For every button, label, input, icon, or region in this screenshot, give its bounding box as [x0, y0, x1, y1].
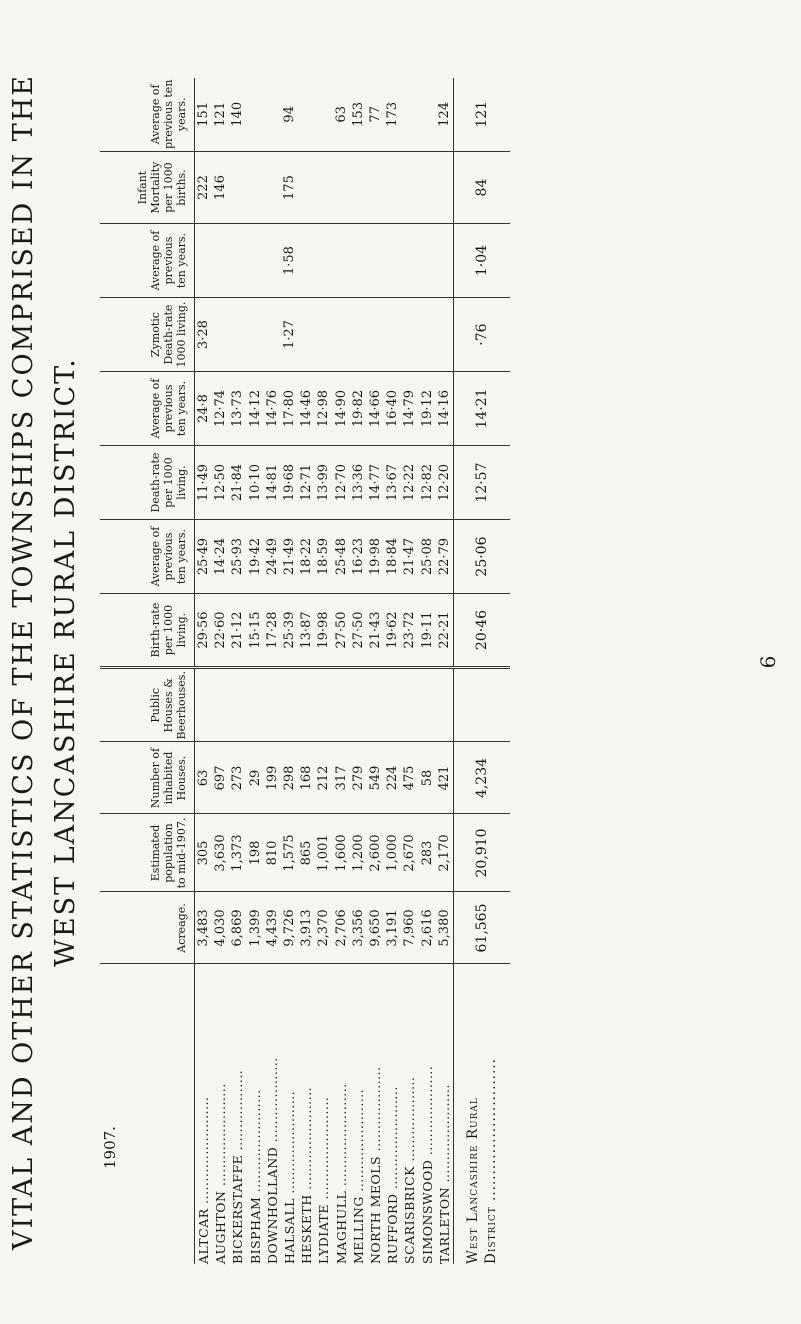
cell-avg-infant — [419, 78, 436, 152]
cell-birth: 21·43 — [367, 594, 384, 668]
cell-zymotic — [333, 298, 350, 372]
cell-acreage: 2,706 — [333, 892, 350, 964]
total-avg-death: 14·21 — [454, 372, 511, 446]
header-row — [100, 78, 195, 1264]
cell-birth: 22·21 — [436, 594, 454, 668]
cell-infant — [401, 152, 418, 224]
cell-acreage: 7,960 — [401, 892, 418, 964]
cell-acreage: 3,483 — [195, 892, 213, 964]
cell-infant — [350, 152, 367, 224]
cell-avg-birth: 25·49 — [195, 520, 213, 594]
cell-avg-death: 12·74 — [212, 372, 229, 446]
cell-death: 12·50 — [212, 446, 229, 520]
cell-avg-zymotic — [367, 224, 384, 298]
cell-avg-infant — [247, 78, 264, 152]
township-name-text: HESKETH — [299, 1194, 315, 1264]
cell-houses: 317 — [333, 742, 350, 814]
cell-public — [298, 668, 315, 742]
cell-zymotic — [384, 298, 401, 372]
cell-acreage: 2,616 — [419, 892, 436, 964]
township-name: HESKETH ....................... — [299, 1086, 315, 1264]
cell-acreage: 3,356 — [350, 892, 367, 964]
cell-death: 11·49 — [195, 446, 213, 520]
township-name-text: AUGHTON — [213, 1190, 229, 1264]
total-zymotic: ·76 — [454, 298, 511, 372]
cell-acreage: 3,191 — [384, 892, 401, 964]
cell-avg-birth: 14·24 — [212, 520, 229, 594]
township-name: HALSALL ....................... — [282, 1090, 298, 1264]
cell-avg-infant: 77 — [367, 78, 384, 152]
cell-houses: 168 — [298, 742, 315, 814]
cell-population: 1,000 — [384, 814, 401, 892]
cell-population: 1,373 — [229, 814, 246, 892]
cell-houses: 421 — [436, 742, 454, 814]
cell-avg-infant — [298, 78, 315, 152]
total-infant: 84 — [454, 152, 511, 224]
cell-avg-zymotic — [350, 224, 367, 298]
cell-avg-infant: 153 — [350, 78, 367, 152]
cell-zymotic — [264, 298, 281, 372]
total-acreage: 61,565 — [454, 892, 511, 964]
cell-houses: 549 — [367, 742, 384, 814]
total-avg-zymotic: 1·04 — [454, 224, 511, 298]
cell-death: 12·22 — [401, 446, 418, 520]
cell-avg-zymotic: 1·58 — [281, 224, 298, 298]
cell-birth: 22·60 — [212, 594, 229, 668]
cell-avg-birth: 18·59 — [315, 520, 332, 594]
cell-death: 12·20 — [436, 446, 454, 520]
cell-avg-zymotic — [315, 224, 332, 298]
cell-public — [315, 668, 332, 742]
cell-zymotic — [367, 298, 384, 372]
header-population: Estimated population to mid-1907. — [100, 814, 195, 892]
header-public-houses: Public Houses & Beerhouses. — [100, 668, 195, 742]
township-name-text: MAGHULL — [333, 1190, 349, 1264]
cell-avg-infant: 124 — [436, 78, 454, 152]
cell-acreage: 2,370 — [315, 892, 332, 964]
cell-houses: 29 — [247, 742, 264, 814]
cell-public — [419, 668, 436, 742]
cell-avg-zymotic — [195, 224, 213, 298]
cell-population: 1,575 — [281, 814, 298, 892]
township-name-text: MELLING — [350, 1196, 366, 1264]
cell-public — [247, 668, 264, 742]
table-row — [212, 78, 229, 1264]
cell-avg-death: 14·76 — [264, 372, 281, 446]
cell-avg-infant: 63 — [333, 78, 350, 152]
total-birth: 20·46 — [454, 594, 511, 668]
cell-birth: 13·87 — [298, 594, 315, 668]
total-population: 20,910 — [454, 814, 511, 892]
header-houses: Number of inhabited Houses. — [100, 742, 195, 814]
cell-avg-death: 14·12 — [247, 372, 264, 446]
cell-death: 10·10 — [247, 446, 264, 520]
cell-infant — [298, 152, 315, 224]
cell-avg-death: 19·82 — [350, 372, 367, 446]
township-name: MELLING ....................... — [350, 1088, 366, 1264]
cell-avg-infant: 173 — [384, 78, 401, 152]
cell-death: 13·67 — [384, 446, 401, 520]
cell-zymotic: 3·28 — [195, 298, 213, 372]
township-name: MAGHULL ....................... — [333, 1083, 349, 1264]
cell-houses: 475 — [401, 742, 418, 814]
cell-houses: 224 — [384, 742, 401, 814]
total-avg-birth: 25·06 — [454, 520, 511, 594]
cell-avg-infant: 121 — [212, 78, 229, 152]
cell-birth: 27·50 — [333, 594, 350, 668]
cell-infant — [247, 152, 264, 224]
cell-zymotic — [350, 298, 367, 372]
cell-avg-zymotic — [298, 224, 315, 298]
cell-avg-infant — [264, 78, 281, 152]
cell-avg-birth: 21·47 — [401, 520, 418, 594]
table-row — [419, 78, 436, 1264]
title-line-1: VITAL AND OTHER STATISTICS OF THE TOWNSHIPS COMPRISED IN THE — [8, 74, 39, 1250]
cell-death: 12·82 — [419, 446, 436, 520]
township-name: RUFFORD ....................... — [385, 1086, 401, 1264]
cell-population: 1,200 — [350, 814, 367, 892]
header-avg-death: Average of previous ten years. — [100, 372, 195, 446]
cell-public — [367, 668, 384, 742]
cell-avg-zymotic — [264, 224, 281, 298]
cell-public — [384, 668, 401, 742]
cell-avg-death: 14·79 — [401, 372, 418, 446]
cell-avg-infant: 94 — [281, 78, 298, 152]
cell-avg-death: 17·80 — [281, 372, 298, 446]
cell-acreage: 3,913 — [298, 892, 315, 964]
cell-avg-birth: 25·08 — [419, 520, 436, 594]
cell-zymotic — [436, 298, 454, 372]
cell-avg-zymotic — [419, 224, 436, 298]
cell-birth: 23·72 — [401, 594, 418, 668]
cell-infant — [384, 152, 401, 224]
cell-avg-birth: 19·42 — [247, 520, 264, 594]
cell-zymotic — [419, 298, 436, 372]
cell-avg-zymotic — [333, 224, 350, 298]
cell-avg-birth: 25·93 — [229, 520, 246, 594]
cell-population: 2,600 — [367, 814, 384, 892]
cell-avg-infant — [315, 78, 332, 152]
cell-population: 2,670 — [401, 814, 418, 892]
township-name-text: BISPHAM — [247, 1196, 263, 1264]
total-avg-infant: 121 — [454, 78, 511, 152]
cell-birth: 19·98 — [315, 594, 332, 668]
township-name-text: HALSALL — [282, 1198, 298, 1264]
cell-infant — [264, 152, 281, 224]
cell-death: 12·71 — [298, 446, 315, 520]
cell-infant — [436, 152, 454, 224]
cell-population: 1,600 — [333, 814, 350, 892]
cell-avg-birth: 16·23 — [350, 520, 367, 594]
township-name: ALTCAR ........................ — [196, 1096, 211, 1264]
cell-death: 13·36 — [350, 446, 367, 520]
table-row — [195, 78, 213, 1264]
total-houses: 4,234 — [454, 742, 511, 814]
township-name: LYDIATE ....................... — [316, 1096, 332, 1264]
township-name-text: RUFFORD — [385, 1193, 401, 1264]
table-row — [229, 78, 246, 1264]
cell-houses: 279 — [350, 742, 367, 814]
cell-avg-birth: 22·79 — [436, 520, 454, 594]
cell-public — [264, 668, 281, 742]
cell-acreage: 9,650 — [367, 892, 384, 964]
cell-population: 305 — [195, 814, 213, 892]
township-name-text: ALTCAR — [196, 1208, 211, 1264]
cell-death: 14·81 — [264, 446, 281, 520]
cell-infant: 222 — [195, 152, 213, 224]
header-death-rate: Death-rate per 1000 living. — [100, 446, 195, 520]
cell-zymotic: 1·27 — [281, 298, 298, 372]
table-row — [281, 78, 298, 1264]
township-name-text: SIMONSWOOD — [419, 1159, 435, 1264]
cell-infant: 175 — [281, 152, 298, 224]
cell-houses: 58 — [419, 742, 436, 814]
cell-zymotic — [212, 298, 229, 372]
header-birth-rate: Birth-rate per 1000 living. — [100, 594, 195, 668]
cell-avg-birth: 19·98 — [367, 520, 384, 594]
cell-avg-zymotic — [212, 224, 229, 298]
cell-avg-birth: 25·48 — [333, 520, 350, 594]
cell-birth: 17·28 — [264, 594, 281, 668]
cell-infant — [229, 152, 246, 224]
cell-avg-death: 14·66 — [367, 372, 384, 446]
cell-infant — [367, 152, 384, 224]
cell-public — [212, 668, 229, 742]
year-label: 1907. — [100, 964, 195, 1264]
total-public — [454, 668, 511, 742]
cell-death: 14·77 — [367, 446, 384, 520]
township-name-text: BICKERSTAFFE — [230, 1154, 246, 1264]
cell-avg-zymotic — [436, 224, 454, 298]
township-name: BICKERSTAFFE .................. — [230, 1069, 246, 1264]
table-row — [436, 78, 454, 1264]
cell-avg-death: 16·40 — [384, 372, 401, 446]
township-name-text: LYDIATE — [316, 1203, 332, 1264]
header-acreage: Acreage. — [100, 892, 195, 964]
cell-avg-death: 14·16 — [436, 372, 454, 446]
cell-avg-infant: 151 — [195, 78, 213, 152]
table-row — [315, 78, 332, 1264]
cell-birth: 29·56 — [195, 594, 213, 668]
cell-population: 2,170 — [436, 814, 454, 892]
cell-avg-zymotic — [247, 224, 264, 298]
township-name-text: TARLETON — [436, 1186, 452, 1264]
township-name: AUGHTON ....................... — [213, 1083, 229, 1264]
cell-houses: 697 — [212, 742, 229, 814]
cell-avg-birth: 21·49 — [281, 520, 298, 594]
township-name: SIMONSWOOD .................... — [419, 1065, 435, 1264]
cell-death: 12·70 — [333, 446, 350, 520]
header-avg-zymotic: Average of previous ten years. — [100, 224, 195, 298]
cell-avg-death: 24·8 — [195, 372, 213, 446]
cell-acreage: 1,399 — [247, 892, 264, 964]
cell-avg-death: 19·12 — [419, 372, 436, 446]
cell-infant: 146 — [212, 152, 229, 224]
township-name: NORTH MEOLS ................... — [368, 1066, 384, 1264]
cell-acreage: 4,439 — [264, 892, 281, 964]
cell-birth: 25·39 — [281, 594, 298, 668]
statistics-table — [100, 78, 510, 1264]
table-row — [401, 78, 418, 1264]
header-infant: Infant Mortality per 1000 births. — [100, 152, 195, 224]
cell-acreage: 4,030 — [212, 892, 229, 964]
total-name-line-1: West Lancashire Rural — [465, 1097, 482, 1264]
cell-avg-birth: 24·49 — [264, 520, 281, 594]
cell-houses: 199 — [264, 742, 281, 814]
cell-birth: 19·62 — [384, 594, 401, 668]
cell-population: 1,001 — [315, 814, 332, 892]
cell-birth: 15·15 — [247, 594, 264, 668]
total-name-line-2: District — [483, 1206, 500, 1264]
cell-public — [195, 668, 213, 742]
cell-acreage: 6,869 — [229, 892, 246, 964]
cell-zymotic — [315, 298, 332, 372]
cell-public — [333, 668, 350, 742]
cell-houses: 212 — [315, 742, 332, 814]
cell-death: 19·68 — [281, 446, 298, 520]
cell-population: 865 — [298, 814, 315, 892]
township-name-text: DOWNHOLLAND — [264, 1146, 280, 1264]
header-zymotic: Zymotic Death-rate 1000 living. — [100, 298, 195, 372]
cell-infant — [419, 152, 436, 224]
township-name: SCARISBRICK ................... — [402, 1076, 418, 1264]
cell-birth: 27·50 — [350, 594, 367, 668]
header-avg-birth: Average of previous ten years. — [100, 520, 195, 594]
table-body — [195, 78, 454, 1264]
table-row — [247, 78, 264, 1264]
cell-houses: 298 — [281, 742, 298, 814]
table-row — [350, 78, 367, 1264]
cell-zymotic — [229, 298, 246, 372]
cell-birth: 19·11 — [419, 594, 436, 668]
cell-avg-death: 13·73 — [229, 372, 246, 446]
cell-birth: 21·12 — [229, 594, 246, 668]
cell-avg-zymotic — [384, 224, 401, 298]
township-name: TARLETON ...................... — [436, 1084, 452, 1264]
cell-avg-infant — [401, 78, 418, 152]
cell-zymotic — [401, 298, 418, 372]
cell-avg-birth: 18·22 — [298, 520, 315, 594]
total-death: 12·57 — [454, 446, 511, 520]
cell-acreage: 9,726 — [281, 892, 298, 964]
cell-avg-birth: 18·84 — [384, 520, 401, 594]
cell-avg-zymotic — [229, 224, 246, 298]
cell-avg-zymotic — [401, 224, 418, 298]
cell-death: 13·99 — [315, 446, 332, 520]
total-name: West Lancashire Rural District ........................... — [454, 964, 511, 1264]
cell-avg-death: 14·46 — [298, 372, 315, 446]
township-name-text: SCARISBRICK — [402, 1165, 418, 1264]
cell-avg-infant: 140 — [229, 78, 246, 152]
cell-death: 21·84 — [229, 446, 246, 520]
cell-public — [281, 668, 298, 742]
township-name: BISPHAM ....................... — [247, 1089, 263, 1264]
table-row — [333, 78, 350, 1264]
header-avg-infant: Average of previous ten years. — [100, 78, 195, 152]
page-number: 6 — [756, 655, 780, 669]
table-row — [384, 78, 401, 1264]
cell-public — [350, 668, 367, 742]
cell-public — [436, 668, 454, 742]
cell-houses: 273 — [229, 742, 246, 814]
cell-avg-death: 12·98 — [315, 372, 332, 446]
cell-infant — [315, 152, 332, 224]
cell-zymotic — [298, 298, 315, 372]
table-row — [264, 78, 281, 1264]
cell-public — [229, 668, 246, 742]
cell-population: 810 — [264, 814, 281, 892]
cell-zymotic — [247, 298, 264, 372]
cell-avg-death: 14·90 — [333, 372, 350, 446]
table-row — [298, 78, 315, 1264]
township-name-text: NORTH MEOLS — [368, 1155, 384, 1264]
township-name: DOWNHOLLAND ................... — [264, 1057, 280, 1264]
table-row — [367, 78, 384, 1264]
cell-population: 198 — [247, 814, 264, 892]
cell-infant — [333, 152, 350, 224]
cell-population: 3,630 — [212, 814, 229, 892]
total-row — [454, 78, 511, 1264]
cell-houses: 63 — [195, 742, 213, 814]
cell-acreage: 5,380 — [436, 892, 454, 964]
cell-population: 283 — [419, 814, 436, 892]
title-line-2: WEST LANCASHIRE RURAL DISTRICT. — [50, 357, 81, 967]
cell-public — [401, 668, 418, 742]
